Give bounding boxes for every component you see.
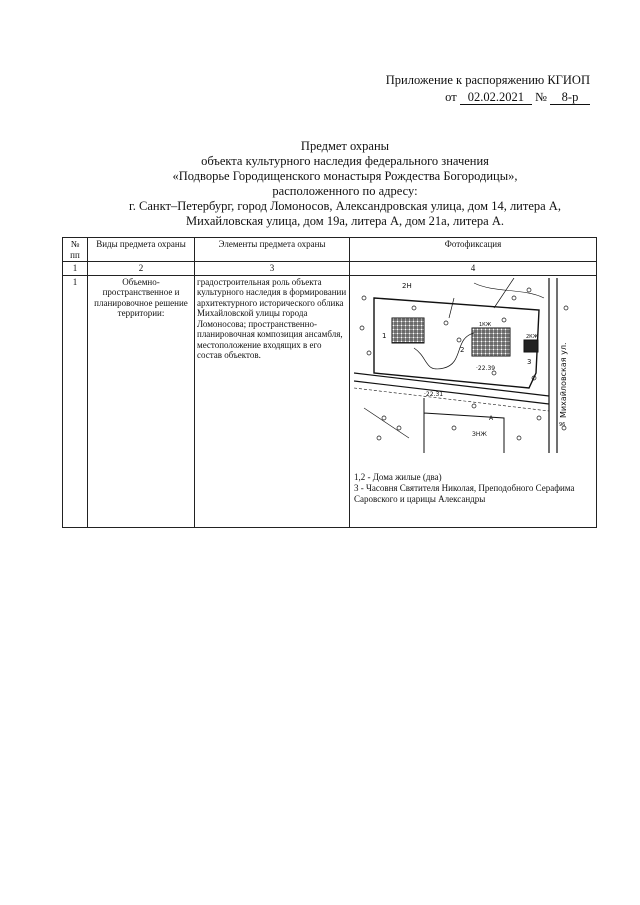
svg-text:А: А — [489, 414, 494, 422]
svg-text:1КЖ: 1КЖ — [479, 321, 492, 328]
row-elements: градостроительная роль объекта культурного наследия в формировании архитектурного исторического облика Михайловской улицы города Ломоносова; пространственно-планировочная композиция ансамбля, местоположение входящих в его состав объектов. — [195, 275, 350, 527]
appendix-line: Приложение к распоряжению КГИОП — [385, 73, 590, 87]
row-num: 1 — [63, 275, 88, 527]
table-numbering-row: 1 2 3 4 — [63, 262, 597, 276]
table-header-row — [63, 238, 597, 262]
map-label-2: 2 — [460, 345, 465, 354]
svg-text:2Н: 2Н — [402, 281, 412, 290]
svg-text:2КЖ: 2КЖ — [526, 333, 539, 340]
protection-table — [62, 237, 597, 528]
order-number: 8-р — [550, 90, 590, 105]
svg-text:·22.31: ·22.31 — [424, 390, 444, 398]
header-photo: Фотофиксация — [350, 238, 597, 262]
svg-text:·22.39: ·22.39 — [476, 364, 496, 372]
document-title: Предмет охраны объекта культурного наследия федерального значения «Подворье Городищенского монастыря Рождества Богородицы», расположенного по адресу: г. Санкт–Петербург, город Ломоносов, Александровская улица, дом 14, литера А, Михайловская улица, дом 19а, литера А, дом 21а, литера А. — [129, 139, 561, 228]
document-header — [386, 72, 590, 106]
map-label-3: 3 — [527, 357, 532, 366]
photo-caption: 1,2 - Дома жилые (два) 3 - Часовня Святителя Николая, Преподобного Серафима Саровского и царицы Александры — [354, 471, 575, 504]
header-num: № пп — [63, 238, 88, 262]
map-label-1: 1 — [382, 331, 387, 340]
order-date: 02.02.2021 — [460, 90, 532, 105]
map-street-label: Михайловская ул. — [559, 341, 568, 418]
site-map-image — [354, 278, 574, 458]
date-number-line: от 02.02.2021 № 8-р — [386, 89, 590, 106]
header-type: Виды предмета охраны — [88, 238, 195, 262]
row-type: Объемно-пространственное и планировочное решение территории: — [88, 275, 195, 527]
table-row — [63, 275, 597, 527]
photo-cell — [350, 275, 597, 527]
svg-text:96: 96 — [559, 421, 566, 428]
svg-text:ЗНЖ: ЗНЖ — [472, 430, 487, 438]
header-elements: Элементы предмета охраны — [195, 238, 350, 262]
